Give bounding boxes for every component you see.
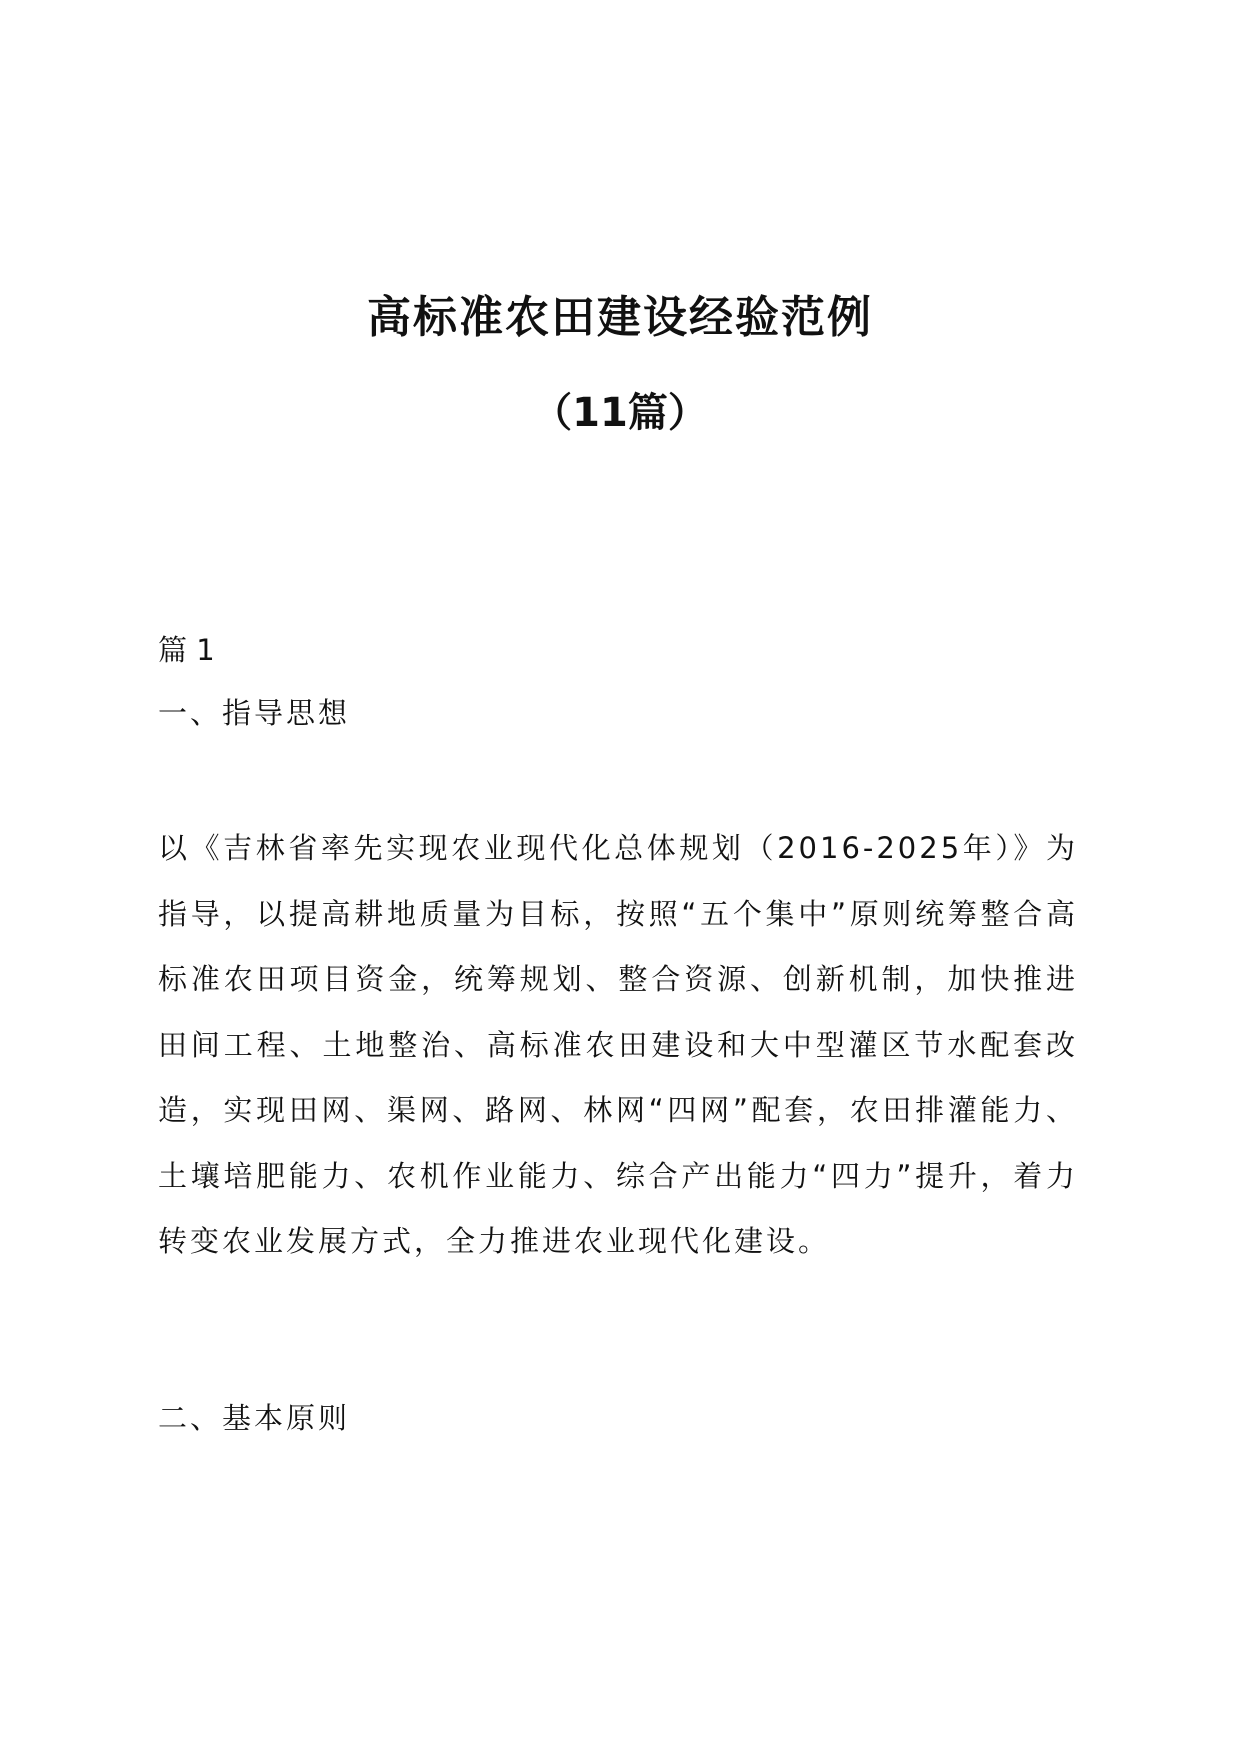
document-subtitle: （11篇） — [532, 390, 708, 436]
document-title: 高标准农田建设经验范例 — [367, 292, 873, 343]
section-paragraph-guiding-ideology: 以《吉林省率先实现农业现代化总体规划（2016-2025年）》为指导，以提高耕地质量为目标，按照“五个集中”原则统筹整合高标准农田项目资金，统筹规划、整合资源、创新机制，加快推进田间工程、土地整治、高标准农田建设和大中型灌区节水配套改造，实现田网、渠网、路网、林网“四网”配套，农田排灌能力、土壤培肥能力、农机作业能力、综合产出能力“四力”提升，着力转变农业发展方式，全力推进农业现代化建设。 — [158, 831, 1078, 1258]
section-heading-basic-principles: 二、基本原则 — [158, 1401, 351, 1435]
section-heading-guiding-ideology: 一、指导思想 — [158, 696, 351, 730]
part-label: 篇 1 — [158, 633, 215, 667]
